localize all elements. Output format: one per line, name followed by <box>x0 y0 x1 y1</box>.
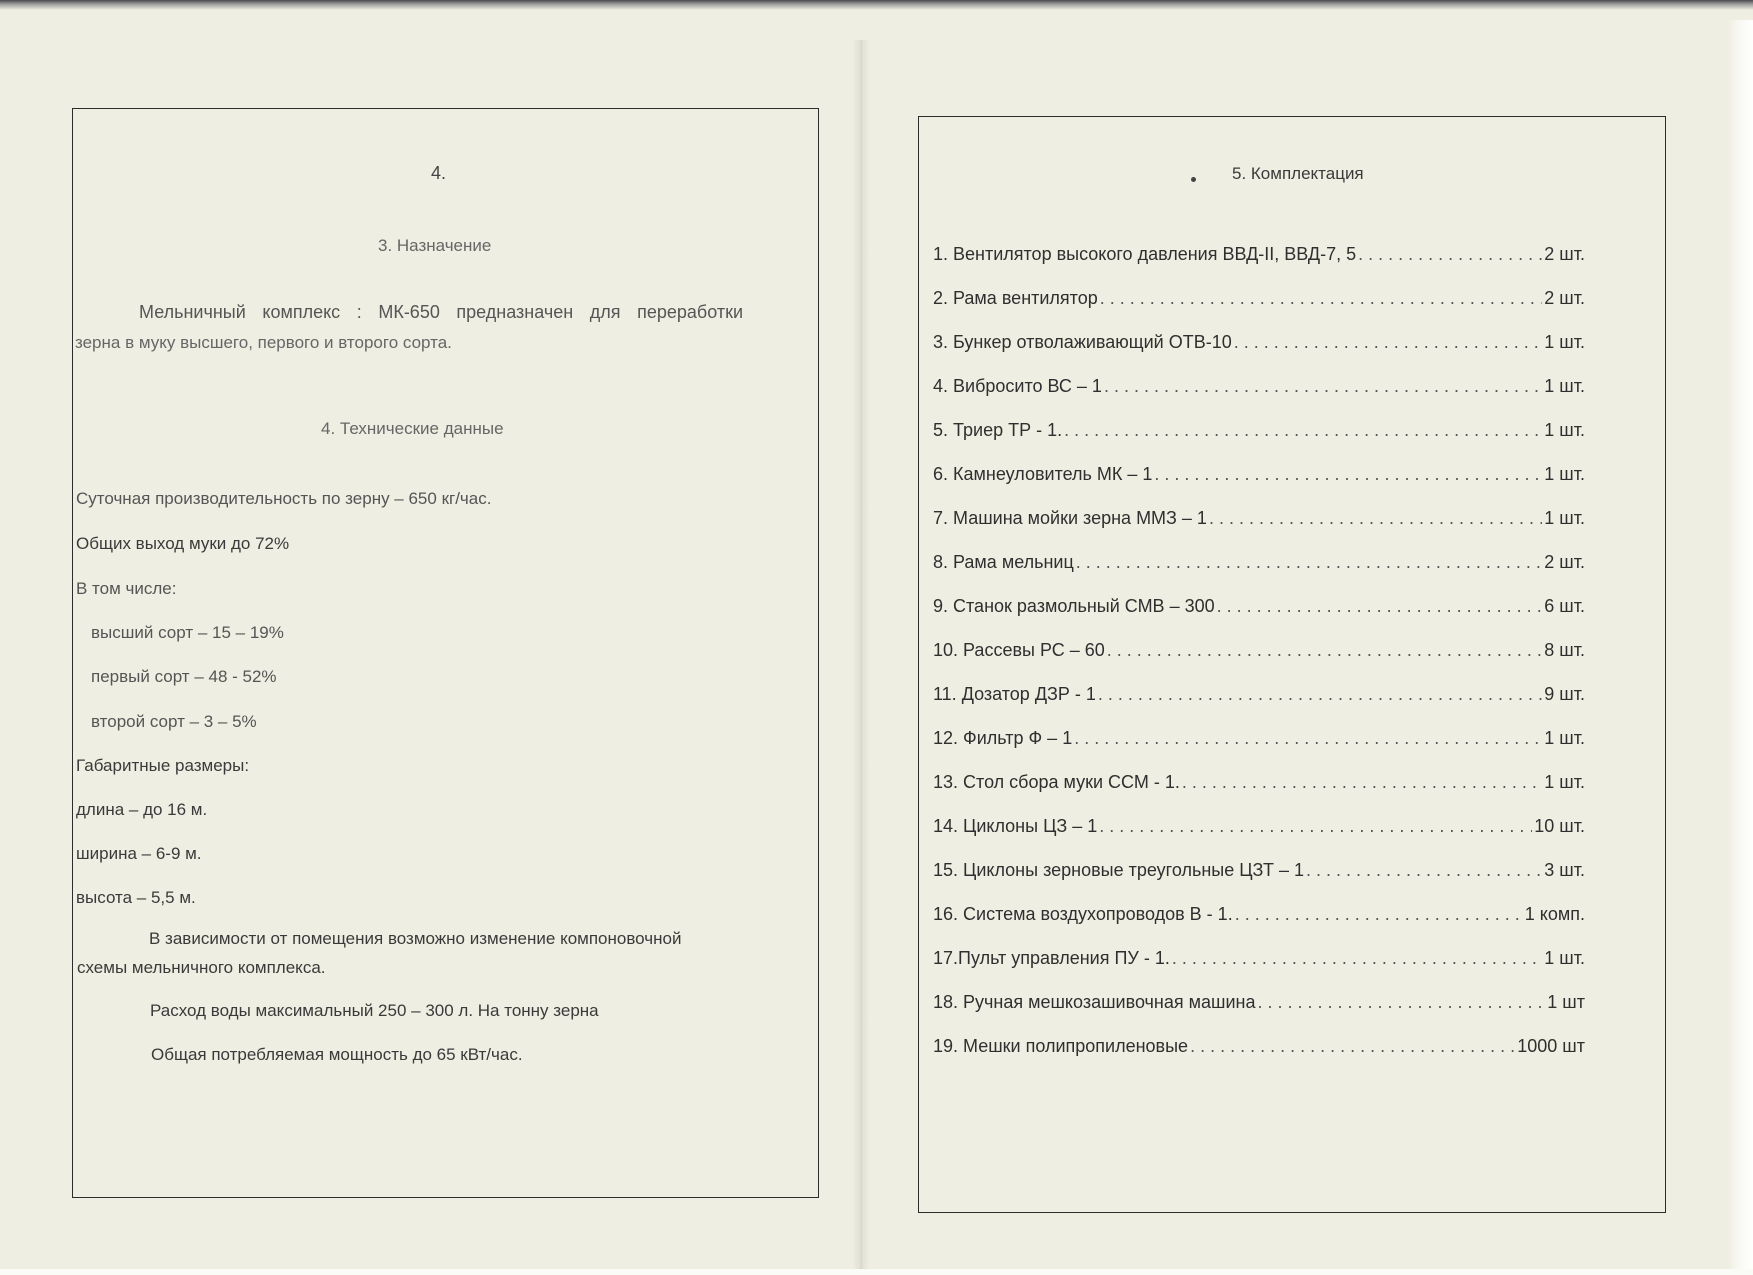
item-name: 11. Дозатор ДЗР - 1 <box>933 684 1096 704</box>
item-name: 14. Циклоны ЦЗ – 1 <box>933 816 1098 836</box>
equipment-item <box>933 508 1585 529</box>
leader-dots <box>1306 860 1542 881</box>
equipment-item <box>933 948 1585 969</box>
equipment-item <box>933 464 1585 485</box>
item-quantity: 1 шт. <box>1544 772 1585 792</box>
item-quantity: 1 комп. <box>1524 904 1585 924</box>
item-name: 1. Вентилятор высокого давления ВВД-II, ВВД-7, 5 <box>933 244 1357 264</box>
leader-dots <box>1074 728 1542 749</box>
equipment-item <box>933 904 1585 925</box>
equipment-item <box>933 772 1585 793</box>
leader-dots <box>1190 1036 1515 1057</box>
left-page-frame <box>72 108 819 1198</box>
leader-dots <box>1064 420 1542 441</box>
item-name: 19. Мешки полипропиленовые <box>933 1036 1189 1056</box>
equipment-item <box>933 420 1585 441</box>
item-name: 13. Стол сбора муки ССМ - 1. <box>933 772 1180 792</box>
capacity-text: Суточная производительность по зерну – 650 кг/час. <box>76 489 492 508</box>
layout-note-line-2: схемы мельничного комплекса. <box>77 958 326 977</box>
including-text: В том числе: <box>76 579 177 598</box>
section-3-title: 3. Назначение <box>378 236 492 255</box>
right-page-frame <box>918 116 1666 1213</box>
item-quantity: 1 шт. <box>1544 728 1585 748</box>
power-consumption-text: Общая потребляемая мощность до 65 кВт/час. <box>151 1045 523 1064</box>
item-name: 7. Машина мойки зерна ММЗ – 1 <box>933 508 1207 528</box>
item-quantity: 6 шт. <box>1544 596 1585 616</box>
scan-bottom-edge <box>0 1269 1753 1275</box>
item-quantity: 2 шт. <box>1544 552 1585 572</box>
equipment-item <box>933 1036 1585 1057</box>
equipment-item <box>933 596 1585 617</box>
water-consumption-text: Расход воды максимальный 250 – 300 л. На тонну зерна <box>150 1001 599 1020</box>
item-name: 9. Станок размольный СМВ – 300 <box>933 596 1215 616</box>
item-name: 8. Рама мельниц <box>933 552 1074 572</box>
leader-dots <box>1358 244 1542 265</box>
item-name: 6. Камнеуловитель МК – 1 <box>933 464 1153 484</box>
item-quantity: 1 шт. <box>1544 420 1585 440</box>
item-quantity: 1 шт. <box>1544 508 1585 528</box>
item-name: 15. Циклоны зерновые треугольные ЦЗТ – 1 <box>933 860 1305 880</box>
item-name: 4. Вибросито ВС – 1 <box>933 376 1102 396</box>
item-quantity: 8 шт. <box>1544 640 1585 660</box>
leader-dots <box>1182 772 1542 793</box>
item-name: 16. Система воздухопроводов В - 1. <box>933 904 1233 924</box>
equipment-item <box>933 728 1585 749</box>
layout-note-line-1: В зависимости от помещения возможно изменение компоновочной <box>149 929 682 948</box>
equipment-item <box>933 244 1585 265</box>
grade-top-text: высший сорт – 15 – 19% <box>91 623 284 642</box>
item-name: 10. Рассевы РС – 60 <box>933 640 1105 660</box>
equipment-item <box>933 816 1585 837</box>
purpose-line-1: Мельничный комплекс : МК-650 предназначен для переработки <box>139 302 743 322</box>
leader-dots <box>1154 464 1542 485</box>
equipment-item <box>933 376 1585 397</box>
grade-second-text: второй сорт – 3 – 5% <box>91 712 257 731</box>
booklet-spine <box>852 40 870 1275</box>
equipment-item <box>933 684 1585 705</box>
item-name: 5. Триер ТР - 1. <box>933 420 1063 440</box>
section-5-title: 5. Комплектация <box>1232 164 1364 183</box>
leader-dots <box>1217 596 1543 617</box>
section-4-title: 4. Технические данные <box>321 419 504 438</box>
item-quantity: 3 шт. <box>1544 860 1585 880</box>
item-name: 2. Рама вентилятор <box>933 288 1098 308</box>
item-quantity: 2 шт. <box>1544 288 1585 308</box>
item-name: 3. Бункер отволаживающий ОТВ-10 <box>933 332 1232 352</box>
equipment-item <box>933 332 1585 353</box>
flour-yield-text: Общих выход муки до 72% <box>76 534 290 553</box>
equipment-item <box>933 860 1585 881</box>
item-quantity: 10 шт. <box>1534 816 1585 836</box>
item-quantity: 1 шт. <box>1544 948 1585 968</box>
item-quantity: 1 шт. <box>1544 464 1585 484</box>
height-text: высота – 5,5 м. <box>76 888 196 907</box>
item-name: 17.Пульт управления ПУ - 1. <box>933 948 1170 968</box>
item-quantity: 1 шт. <box>1544 332 1585 352</box>
grade-first-text: первый сорт – 48 - 52% <box>91 667 277 686</box>
length-text: длина – до 16 м. <box>76 800 208 819</box>
leader-dots <box>1107 640 1543 661</box>
equipment-item <box>933 640 1585 661</box>
leader-dots <box>1104 376 1542 397</box>
item-quantity: 9 шт. <box>1544 684 1585 704</box>
leader-dots <box>1076 552 1543 573</box>
leader-dots <box>1098 684 1542 705</box>
purpose-line-2: зерна в муку высшего, первого и второго сорта. <box>75 333 452 352</box>
item-quantity: 1000 шт <box>1517 1036 1585 1056</box>
item-name: 12. Фильтр Ф – 1 <box>933 728 1073 748</box>
item-quantity: 2 шт. <box>1544 244 1585 264</box>
equipment-item <box>933 288 1585 309</box>
leader-dots <box>1234 332 1543 353</box>
bullet-mark <box>1191 177 1196 182</box>
scan-top-shadow <box>0 0 1753 10</box>
item-name: 18. Ручная мешкозашивочная машина <box>933 992 1256 1012</box>
leader-dots <box>1209 508 1542 529</box>
equipment-item <box>933 992 1585 1013</box>
page-number: 4. <box>431 163 447 183</box>
leader-dots <box>1172 948 1542 969</box>
leader-dots <box>1099 816 1532 837</box>
equipment-item <box>933 552 1585 573</box>
width-text: ширина – 6-9 м. <box>76 844 202 863</box>
leader-dots <box>1257 992 1545 1013</box>
leader-dots <box>1100 288 1543 309</box>
leader-dots <box>1235 904 1523 925</box>
item-quantity: 1 шт <box>1547 992 1585 1012</box>
page-edge <box>1728 20 1753 1275</box>
dimensions-title: Габаритные размеры: <box>76 756 250 775</box>
item-quantity: 1 шт. <box>1544 376 1585 396</box>
